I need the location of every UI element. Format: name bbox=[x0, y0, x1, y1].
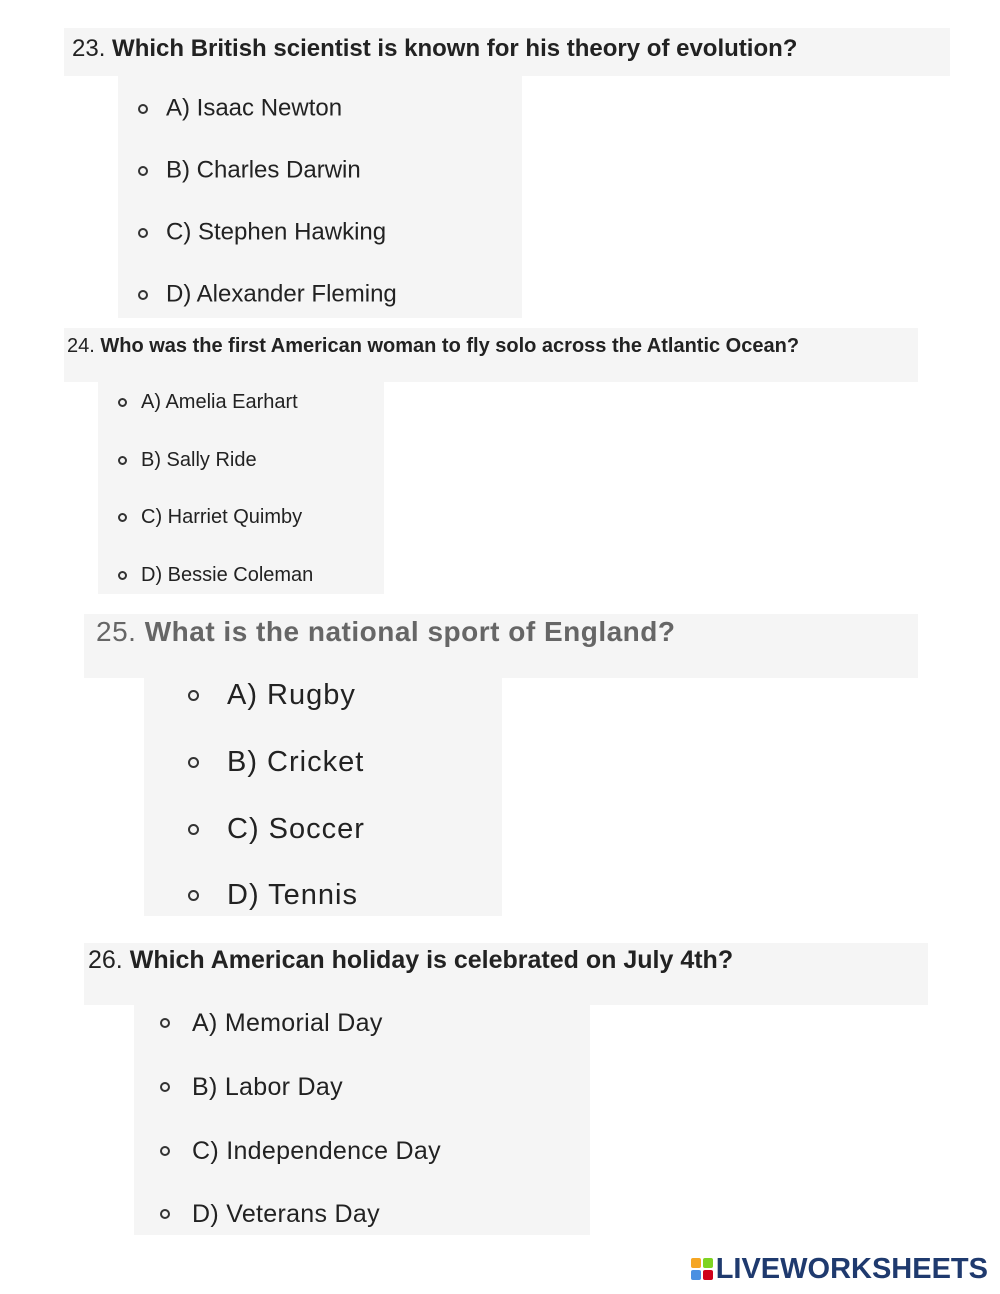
option-label: C) Harriet Quimby bbox=[141, 506, 303, 529]
option-label: C) Stephen Hawking bbox=[166, 218, 387, 246]
option-label: B) Sally Ride bbox=[141, 449, 257, 472]
logo-mark-icon bbox=[691, 1258, 713, 1280]
option-label: B) Labor Day bbox=[192, 1072, 343, 1101]
option-label: A) Isaac Newton bbox=[166, 94, 343, 122]
option-label: D) Tennis bbox=[227, 878, 358, 911]
option-label: D) Bessie Coleman bbox=[141, 564, 314, 587]
radio-bullet-icon bbox=[188, 757, 199, 768]
question-24-heading bbox=[64, 328, 918, 382]
option-item[interactable] bbox=[188, 878, 358, 912]
radio-bullet-icon bbox=[118, 456, 127, 465]
option-label: B) Charles Darwin bbox=[166, 156, 361, 184]
option-item[interactable] bbox=[160, 1072, 343, 1102]
option-label: A) Rugby bbox=[227, 678, 356, 711]
question-text: Which British scientist is known for his theory of evolution? bbox=[112, 35, 798, 62]
radio-bullet-icon bbox=[118, 513, 127, 522]
question-26-options bbox=[134, 1005, 590, 1235]
option-item[interactable] bbox=[188, 678, 356, 712]
option-label: A) Amelia Earhart bbox=[141, 391, 298, 414]
option-item[interactable] bbox=[160, 1008, 383, 1038]
radio-bullet-icon bbox=[160, 1018, 170, 1028]
option-item[interactable] bbox=[160, 1199, 380, 1229]
radio-bullet-icon bbox=[118, 398, 127, 407]
option-label: B) Cricket bbox=[227, 745, 365, 778]
radio-bullet-icon bbox=[160, 1082, 170, 1092]
option-item[interactable] bbox=[138, 218, 386, 247]
option-item[interactable] bbox=[138, 156, 361, 185]
option-item[interactable] bbox=[118, 391, 298, 414]
option-item[interactable] bbox=[138, 280, 397, 309]
question-number: 23. bbox=[72, 35, 106, 62]
question-24-options bbox=[98, 382, 384, 594]
option-item[interactable] bbox=[188, 812, 365, 846]
question-26-heading bbox=[84, 943, 928, 1005]
option-item[interactable] bbox=[188, 745, 364, 779]
radio-bullet-icon bbox=[138, 104, 148, 114]
option-label: C) Soccer bbox=[227, 812, 365, 845]
logo-square bbox=[703, 1270, 713, 1280]
question-text: What is the national sport of England? bbox=[144, 616, 676, 647]
question-23-options bbox=[118, 76, 522, 318]
option-label: C) Independence Day bbox=[192, 1136, 441, 1165]
radio-bullet-icon bbox=[118, 571, 127, 580]
option-label: A) Memorial Day bbox=[192, 1008, 383, 1037]
option-label: D) Veterans Day bbox=[192, 1199, 380, 1228]
radio-bullet-icon bbox=[138, 166, 148, 176]
option-item[interactable] bbox=[118, 506, 302, 529]
logo-wordmark: LIVEWORKSHEETS bbox=[715, 1252, 988, 1285]
question-23-heading bbox=[64, 28, 950, 76]
option-item[interactable] bbox=[138, 94, 342, 123]
radio-bullet-icon bbox=[188, 890, 199, 901]
radio-bullet-icon bbox=[188, 690, 199, 701]
question-number: 25. bbox=[96, 616, 137, 647]
radio-bullet-icon bbox=[160, 1146, 170, 1156]
logo-square bbox=[703, 1258, 713, 1268]
radio-bullet-icon bbox=[138, 228, 148, 238]
option-item[interactable] bbox=[118, 449, 257, 472]
logo-square bbox=[691, 1258, 701, 1268]
question-25-heading bbox=[84, 614, 918, 678]
radio-bullet-icon bbox=[138, 290, 148, 300]
radio-bullet-icon bbox=[188, 824, 199, 835]
liveworksheets-logo bbox=[691, 1252, 988, 1286]
option-item[interactable] bbox=[118, 564, 313, 587]
option-label: D) Alexander Fleming bbox=[166, 280, 397, 308]
question-number: 26. bbox=[88, 946, 123, 974]
radio-bullet-icon bbox=[160, 1209, 170, 1219]
option-item[interactable] bbox=[160, 1136, 441, 1166]
question-text: Which American holiday is celebrated on July 4th? bbox=[129, 946, 734, 974]
logo-square bbox=[691, 1270, 701, 1280]
question-text: Who was the first American woman to fly solo across the Atlantic Ocean? bbox=[100, 335, 800, 357]
question-25-options bbox=[144, 678, 502, 916]
question-number: 24. bbox=[67, 335, 95, 357]
